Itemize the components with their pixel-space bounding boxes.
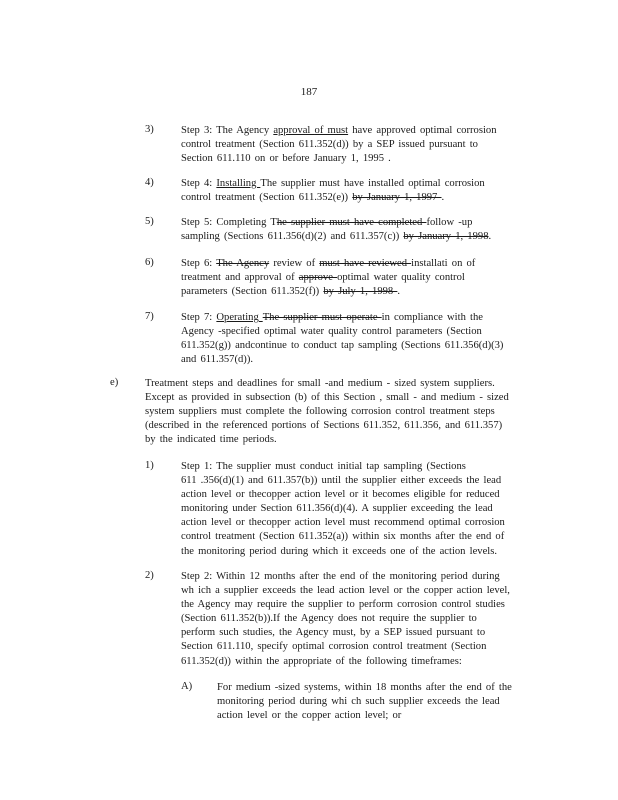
text-line: action level or thecopper action level must recommend optimal corrosion [181,517,505,529]
text-run: Step 7: [181,312,217,323]
text-line: the monitoring period during which it exceeds one of the action levels. [181,545,497,557]
struck-text: by July 1, 1998 [323,286,398,298]
item-marker: A) [181,681,193,692]
text-line [181,177,485,191]
item-marker: 2) [145,570,154,581]
text-line [181,285,475,299]
text-run: installati on of [411,258,476,269]
text-run: Step 4: [181,178,217,189]
item-marker: e) [110,377,119,388]
text-run: control treatment (Section 611.352(e)) [181,192,353,204]
text-line [181,311,503,325]
text-run: sampling (Sections 611.356(d)(2) and 611.357(c)) [181,231,404,243]
underlined-text: Installing [216,178,261,189]
text-run: and 611.357(d)). [181,354,254,366]
struck-text: The supplier must operate [262,312,382,323]
text-line: action level or thecopper action level or it becomes eligible for reduced [181,489,500,501]
item-text [181,216,491,244]
text-line [181,271,475,285]
text-line: Except as provided in subsection (b) of this Section , small - and medium - sized [145,392,509,404]
struck-text: he supplier must have completed [276,217,427,228]
struck-text: by January 1, 1997 [352,192,442,204]
page-number: 187 [300,86,318,98]
item-text [145,377,509,447]
text-line: control treatment (Section 611.352(a)) within six months after the end of [181,531,505,543]
text-run: review of [269,258,320,269]
text-line: wh ich a supplier exceeds the lead action level or the copper action level, [181,585,510,597]
text-line: monitoring period during whi ch such supplier exceeds the lead [217,696,500,708]
text-line [181,230,491,244]
item-marker: 1) [145,460,154,471]
text-run: . [397,286,401,298]
underlined-text: approval [273,125,315,136]
text-run: parameters (Section 611.352(f)) [181,286,324,298]
text-run: 611.352(g)) andcontinue to conduct tap sampling (Sections 611.356(d)(3) [181,340,504,352]
text-run: treatment and approval of [181,272,299,284]
underlined-text: Operating [216,312,263,323]
item-marker: 5) [145,216,154,227]
text-line: 611.352(d)) within the appropriate of the following timeframes: [181,655,462,667]
item-text [181,311,503,367]
struck-text: must have reviewed [319,258,412,269]
text-line: perform such studies, the Agency must, by a SEP issued pursuant to [181,627,486,639]
item-text [181,124,497,166]
text-line: Step 1: The supplier must conduct initial tap sampling (Sections [181,461,466,472]
text-line: Treatment steps and deadlines for small -and medium - sized system suppliers. [145,378,495,389]
text-line [181,339,503,353]
item-text [181,177,485,205]
text-line: system suppliers must complete the following corrosion control treatment steps [145,406,495,418]
text-line [181,152,497,166]
text-line: (Section 611.352(b)).If the Agency does not require the supplier to [181,613,477,625]
text-run: Step 5: Completing T [181,217,277,228]
text-line: by the indicated time periods. [145,434,277,446]
struck-text: approve [298,272,338,284]
item-marker: 3) [145,124,154,135]
item-text [181,460,505,559]
text-run: . [488,231,492,243]
text-line: action level or the copper action level; or [217,710,402,722]
text-run: Agency -specified optimal water quality control parameters (Section [181,326,482,338]
text-line: the Agency may require the supplier to perform corrosion control studies [181,599,505,611]
item-text [217,681,512,723]
text-line [181,325,503,339]
text-line: Step 2: Within 12 months after the end of the monitoring period during [181,571,500,582]
text-line: 611 .356(d)(1) and 611.357(b)) until the supplier either exceeds the lead [181,475,502,487]
text-run: The supplier must have installed optimal corrosion [260,178,485,189]
struck-text: by January 1, 1998 [403,231,489,243]
text-run: follow -up [426,217,473,228]
text-line [181,257,475,271]
text-run: have approved optimal corrosion [348,125,497,136]
text-line [181,353,503,367]
item-text [181,570,510,669]
text-run: control treatment (Section 611.352(d)) by a SEP issued pursuant to [181,139,478,151]
text-line [181,138,497,152]
text-run: in compliance with the [381,312,483,323]
text-line [181,216,491,230]
text-run: optimal water quality control [337,272,465,284]
text-run: Step 6: [181,258,217,269]
text-run: Section 611.110 on or before January 1, 1995 . [181,153,391,165]
text-line: Section 611.110, specify optimal corrosion control treatment (Section [181,641,487,653]
text-line [181,191,485,205]
text-run: . [441,192,445,204]
text-line: For medium -sized systems, within 18 months after the end of the [217,682,512,693]
item-text [181,257,475,299]
text-line: monitoring under Section 611.356(d)(4). A supplier exceeding the lead [181,503,493,515]
item-marker: 6) [145,257,154,268]
struck-text: The Agency [216,258,270,269]
text-line [181,124,497,138]
underlined-text: of must [314,125,349,136]
item-marker: 7) [145,311,154,322]
text-run: Step 3: The Agency [181,125,274,136]
text-line: (described in the referenced portions of Sections 611.352, 611.356, and 611.357) [145,420,503,432]
item-marker: 4) [145,177,154,188]
